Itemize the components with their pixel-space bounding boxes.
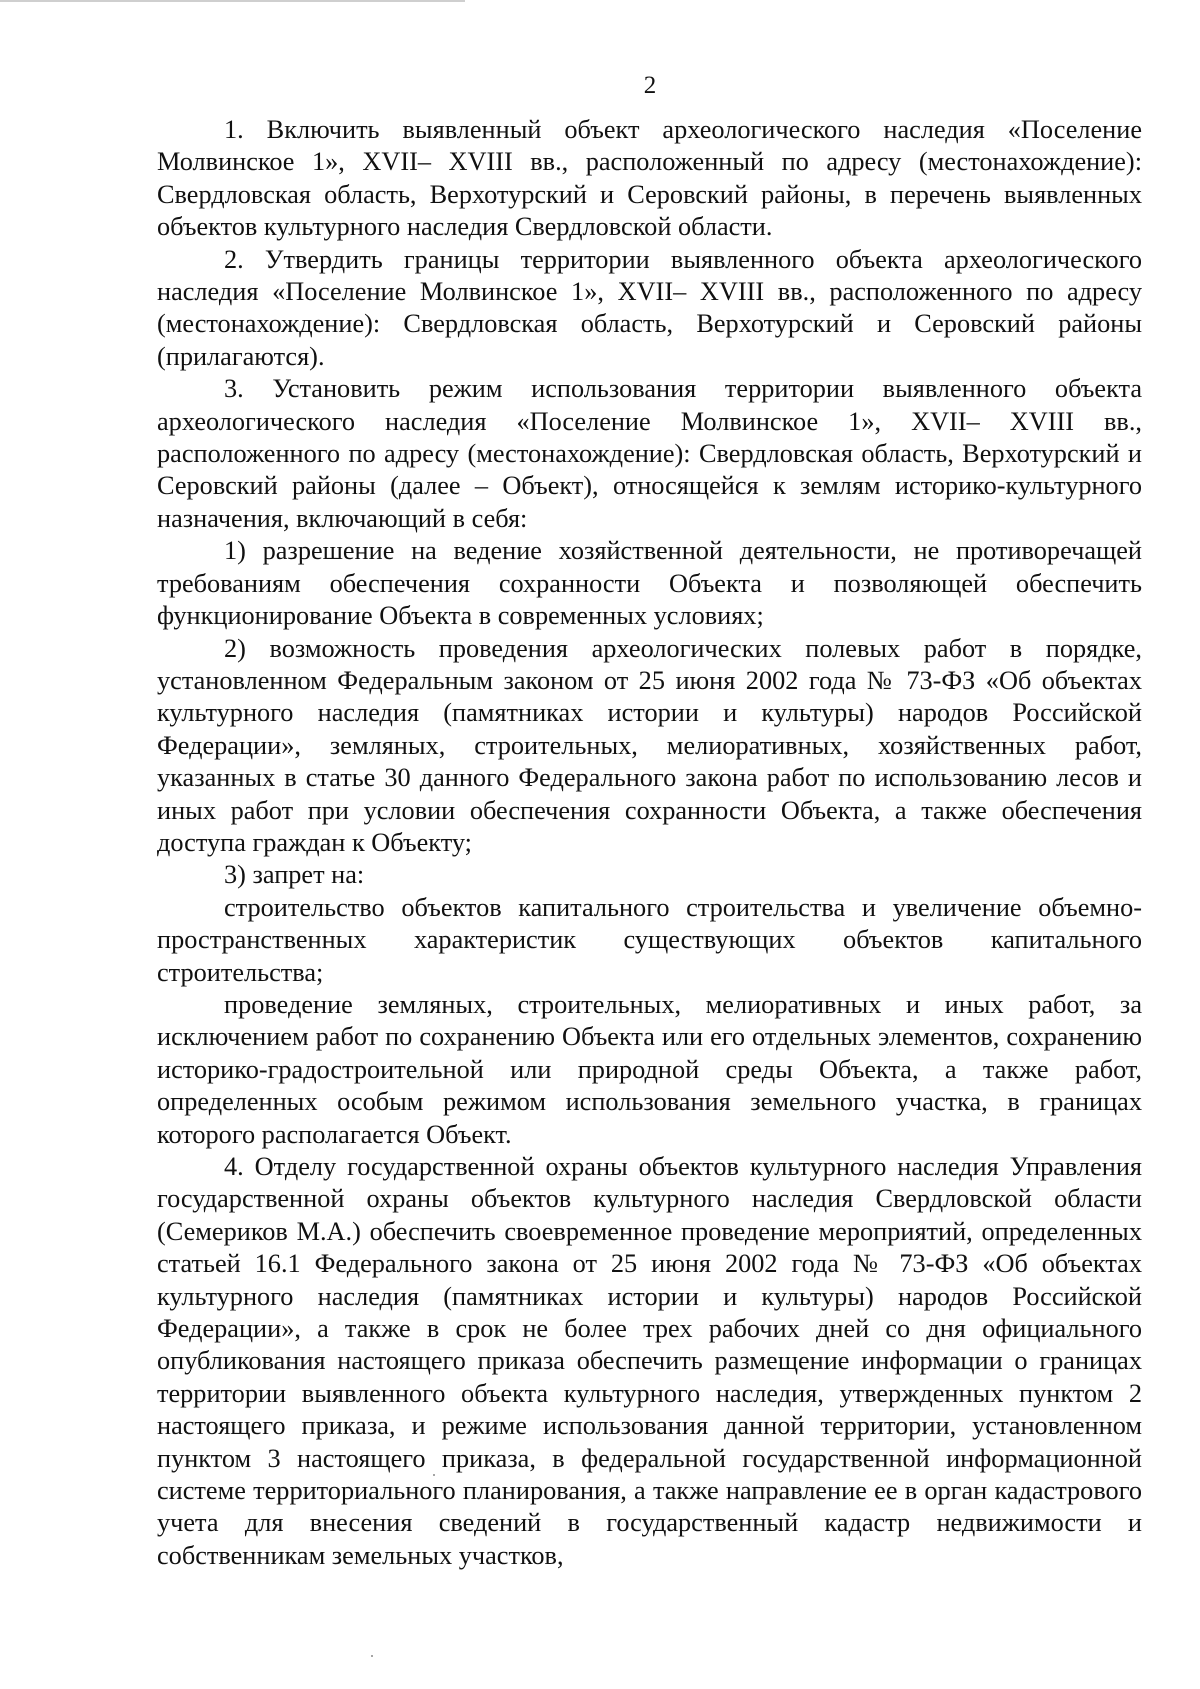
scan-speck — [433, 1474, 435, 1476]
regime-item-1: 1) разрешение на ведение хозяйственной деятельности, не противоречащей требованиям обеспечения сохранности Объекта и позволяющей обеспечить функционирование Объекта в современных условиях; — [157, 536, 1142, 631]
paragraph-3-usage-regime: 3. Установить режим использования территории выявленного объекта археологического наследия «Поселение Молвинское 1», XVII– XVIII вв., расположенного по адресу (местонахождение): Свердловская область, Верхотурский и Серовский районы (далее – Объект), относящейся к землям историко-культурного назначения, включающий в себя: — [157, 374, 1142, 533]
paragraph-4-department-duties: 4. Отделу государственной охраны объектов культурного наследия Управления государственной охраны объектов культурного наследия Свердловской области (Семериков М.А.) обеспечить своевременное проведение мероприятий, определенных статьей 16.1 Федерального закона от 25 июня 2002 года № 73-ФЗ «Об объектах культурного наследия (памятниках истории и культуры) народов Российской Федерации», а также в срок не более трех рабочих дней со дня официального опубликования настоящего приказа обеспечить размещение информации о границах территории выявленного объекта культурного наследия, утвержденных пунктом 2 настоящего приказа, и режиме использования данной территории, установленном пунктом 3 настоящего приказа, в федеральной государственной информационной системе территориального планирования, а также направление ее в орган кадастрового учета для внесения сведений в государственный кадастр недвижимости и собственникам земельных участков, — [157, 1152, 1142, 1570]
paragraph-2-approve-boundaries: 2. Утвердить границы территории выявленного объекта археологического наследия «Поселение Молвинское 1», XVII– XVIII вв., расположенного по адресу (местонахождение): Свердловская область, Верхотурский и Серовский районы (прилагаются). — [157, 244, 1142, 371]
document-body — [157, 114, 1142, 1572]
scan-speck — [371, 1655, 373, 1657]
regime-item-3: 3) запрет на: — [224, 860, 365, 890]
prohibition-works: проведение земляных, строительных, мелиоративных и иных работ, за исключением работ по сохранению Объекта или его отдельных элементов, сохранению историко-градостроительной или природной среды Объекта, а также работ, определенных особым режимом использования земельного участка, в границах которого располагается Объект. — [157, 989, 1142, 1149]
regime-item-2: 2) возможность проведения археологических полевых работ в порядке, установленном Федеральным законом от 25 июня 2002 года № 73-ФЗ «Об объектах культурного наследия (памятниках истории и культуры) народов Российской Федерации», земляных, строительных, мелиоративных, хозяйственных работ, указанных в статье 30 данного Федерального закона работ по использованию лесов и иных работ при условии обеспечения сохранности Объекта, а также обеспечения доступа граждан к Объекту; — [157, 633, 1142, 857]
prohibition-construction: строительство объектов капитального строительства и увеличение объемно-пространственных характеристик существующих объектов капитального строительства; — [157, 892, 1142, 987]
scan-edge — [0, 0, 465, 5]
paragraph-1-include-object: 1. Включить выявленный объект археологического наследия «Поселение Молвинское 1», XVII– XVIII вв., расположенный по адресу (местонахождение): Свердловская область, Верхотурский и Серовский районы, в перечень выявленных объектов культурного наследия Свердловской области. — [157, 115, 1142, 242]
page-number: 2 — [643, 72, 657, 99]
